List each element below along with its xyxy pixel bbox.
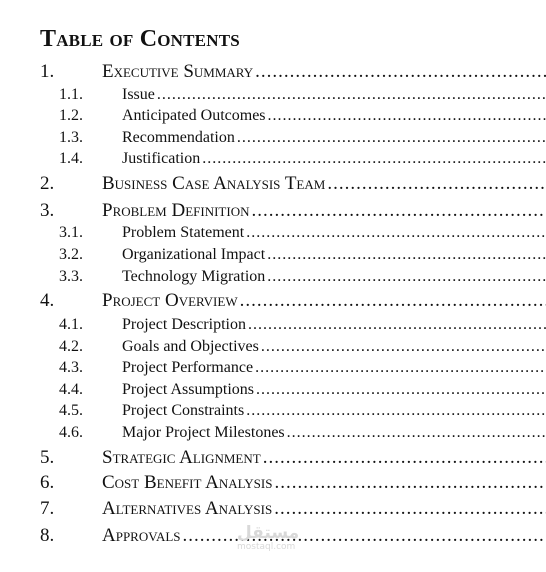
toc-entry-number: 4.6. — [59, 424, 83, 441]
toc-entry-label: Justification — [122, 150, 201, 167]
toc-entry-label: Technology Migration — [122, 268, 266, 285]
toc-entry-number: 4.2. — [59, 338, 83, 355]
dot-leader — [327, 173, 546, 195]
toc-entry-label: Problem Statement — [122, 224, 245, 241]
toc-entry-label: Executive Summary — [102, 61, 254, 82]
dot-leader — [256, 381, 546, 399]
toc-entry-label: Project Description — [122, 316, 246, 333]
toc-entry-link[interactable] — [102, 173, 546, 195]
dot-leader — [255, 61, 546, 83]
dot-leader — [267, 268, 546, 286]
toc-entry-label: Strategic Alignment — [102, 447, 261, 468]
dot-leader — [251, 200, 546, 222]
toc-entry-link[interactable] — [102, 61, 546, 83]
toc-entry-number: 1.4. — [59, 150, 83, 167]
toc-entry-label: Problem Definition — [102, 200, 250, 221]
toc-entry-link[interactable] — [122, 107, 546, 125]
toc-entry-label: Anticipated Outcomes — [122, 107, 266, 124]
toc-entry-number: 8. — [40, 525, 55, 546]
watermark-site: mostaql.com — [237, 542, 296, 552]
toc-entry-number: 3.3. — [59, 268, 83, 285]
dot-leader — [274, 498, 546, 520]
toc-entry-number: 1.2. — [59, 107, 83, 124]
dot-leader — [183, 525, 546, 547]
toc-entry-link[interactable] — [102, 290, 546, 312]
toc-entry-link[interactable] — [122, 316, 546, 334]
dot-leader — [274, 472, 546, 494]
toc-entry-number: 4.4. — [59, 381, 83, 398]
toc-entry-label: Approvals — [102, 525, 181, 546]
dot-leader — [240, 290, 546, 312]
toc-entry-number: 3.1. — [59, 224, 83, 241]
toc-entry-number: 1.3. — [59, 129, 83, 146]
toc-entry-label: Business Case Analysis Team — [102, 173, 326, 194]
dot-leader — [263, 447, 546, 469]
toc-entry-link[interactable] — [122, 224, 546, 242]
dot-leader — [267, 246, 546, 264]
toc-entry-number: 6. — [40, 472, 55, 493]
toc-entry-link[interactable] — [122, 86, 546, 104]
toc-entry-label: Organizational Impact — [122, 246, 266, 263]
toc-entry-label: Issue — [122, 86, 155, 103]
toc-entry-link[interactable] — [102, 447, 546, 469]
toc-entry-number: 2. — [40, 173, 55, 194]
toc-entry-link[interactable] — [102, 525, 546, 547]
toc-entry-label: Project Assumptions — [122, 381, 255, 398]
toc-entry-link[interactable] — [122, 150, 546, 168]
dot-leader — [157, 86, 546, 104]
toc-entry-label: Project Constraints — [122, 402, 245, 419]
dot-leader — [287, 424, 546, 442]
toc-entry-label: Project Performance — [122, 359, 254, 376]
toc-entry-link[interactable] — [122, 246, 546, 264]
toc-entry-number: 3.2. — [59, 246, 83, 263]
toc-entry-link[interactable] — [122, 268, 546, 286]
watermark-logo: مستقل — [237, 523, 300, 543]
toc-entry-number: 5. — [40, 447, 55, 468]
dot-leader — [246, 224, 546, 242]
toc-entry-number: 7. — [40, 498, 55, 519]
toc-entry-link[interactable] — [122, 359, 546, 377]
dot-leader — [237, 129, 546, 147]
toc-entry-link[interactable] — [122, 402, 546, 420]
toc-entry-label: Project Overview — [102, 290, 238, 311]
dot-leader — [248, 316, 546, 334]
toc-entry-number: 4.1. — [59, 316, 83, 333]
toc-entry-label: Recommendation — [122, 129, 235, 146]
toc-title: Table of Contents — [40, 26, 240, 52]
toc-entry-link[interactable] — [102, 498, 546, 520]
toc-entry-label: Major Project Milestones — [122, 424, 285, 441]
toc-entry-number: 4.3. — [59, 359, 83, 376]
toc-entry-link[interactable] — [122, 381, 546, 399]
toc-entry-link[interactable] — [122, 129, 546, 147]
dot-leader — [202, 150, 546, 168]
toc-entry-label: Goals and Objectives — [122, 338, 259, 355]
toc-entry-label: Cost Benefit Analysis — [102, 472, 273, 493]
dot-leader — [261, 338, 546, 356]
toc-entry-number: 3. — [40, 200, 55, 221]
toc-entry-link[interactable] — [122, 338, 546, 356]
toc-entry-link[interactable] — [102, 472, 546, 494]
toc-entry-link[interactable] — [122, 424, 546, 442]
toc-entry-number: 4. — [40, 290, 55, 311]
toc-entry-number: 1. — [40, 61, 55, 82]
dot-leader — [246, 402, 546, 420]
dot-leader — [268, 107, 546, 125]
toc-entry-label: Alternatives Analysis — [102, 498, 273, 519]
dot-leader — [255, 359, 546, 377]
toc-entry-number: 4.5. — [59, 402, 83, 419]
toc-entry-number: 1.1. — [59, 86, 83, 103]
toc-entry-link[interactable] — [102, 200, 546, 222]
